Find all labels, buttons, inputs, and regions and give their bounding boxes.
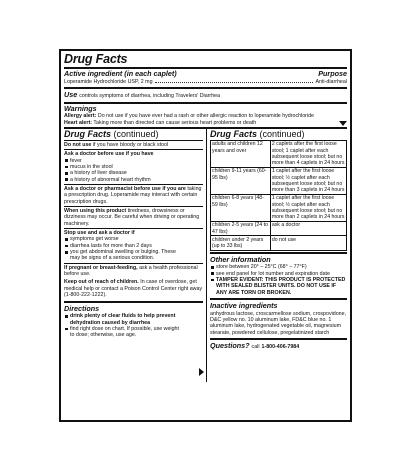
- ask-pharmacist-section: Ask a doctor or pharmacist before use if you are taking a prescription drug. Loperamide may interact with certain prescription drugs.: [64, 186, 202, 205]
- continue-arrow-icon: [339, 121, 347, 126]
- table-cell: children under 2 years (up to 33 lbs): [211, 236, 271, 250]
- continue-arrow-icon: [199, 368, 204, 376]
- divider: [210, 298, 347, 300]
- inactive-ingredients-section: [210, 301, 347, 337]
- purpose-heading: Purpose: [318, 69, 347, 78]
- list-item: see end panel for lot number and expiration date: [210, 271, 347, 277]
- table-row: [211, 221, 347, 235]
- table-row: [211, 194, 347, 221]
- table-row: [211, 167, 347, 194]
- questions-section: [210, 341, 347, 351]
- table-cell: do not use: [270, 236, 346, 250]
- divider: [210, 338, 347, 340]
- list-item: drink plenty of clear fluids to help prevent dehydration caused by diarrhea: [64, 313, 203, 326]
- left-column: [64, 129, 207, 382]
- directions-section: [64, 304, 203, 340]
- list-item: a history of liver disease: [64, 170, 203, 176]
- drug-facts-title: Drug Facts: [64, 52, 128, 66]
- inactive-ingredients-text: anhydrous lactose, croscarmellose sodium, crospovidone, D&C yellow no. 10 aluminum lake, FD&C blue no. 1 aluminum lake, hydrogenated vegetable oil, magnesium stearate, powdered cellulose, pregelatinized starch: [210, 310, 347, 336]
- heart-alert: [64, 120, 347, 126]
- warnings-heading: Warnings: [64, 103, 97, 113]
- pregnancy-warning: If pregnant or breast-feeding, ask a health professional before use.: [64, 264, 198, 278]
- keep-out-of-reach: Keep out of reach of children. In case of overdose, get medical help or contact a Poison Control Center right away (1-800-222-1222).: [64, 279, 203, 299]
- ingredient-name: Loperamide Hydrochloride USP, 2 mg: [64, 78, 153, 85]
- table-row: [211, 236, 347, 250]
- heart-text: Taking more than directed can cause serious heart problems or death: [93, 119, 257, 126]
- other-information-heading: Other information: [210, 254, 271, 264]
- table-cell: 1 caplet after the first loose stool; ½ caplet after each subsequent loose stool; but no more than 2 caplets in 24 hours: [271, 195, 345, 221]
- use-section: [64, 90, 347, 101]
- divider: [64, 102, 347, 104]
- divider: [64, 87, 347, 89]
- do-not-use: Do not use if you have bloody or black stool: [64, 141, 169, 148]
- ask-doctor-heading: Ask a doctor before use if you have: [64, 151, 154, 158]
- list-item: find right dose on chart. If possible, use weight: [64, 326, 203, 332]
- right-column: [207, 129, 347, 382]
- table-cell: children 6-8 years (48-59 lbs): [211, 194, 271, 221]
- table-cell: 2 caplets after the first loose stool; 1 caplet after each subsequent loose stool; but no more than 4 caplets in 24 hours: [271, 141, 345, 167]
- divider: [64, 301, 203, 303]
- continued-title-left: Drug Facts (continued): [64, 128, 159, 139]
- table-cell: children 2-5 years (24 to 47 lbs): [211, 221, 271, 235]
- use-heading: Use: [64, 89, 78, 99]
- when-using-section: When using this product tiredness, drowsiness or dizziness may occur. Be careful when driving or operating machinery.: [64, 208, 200, 227]
- stop-use-heading: Stop use and ask a doctor if: [64, 230, 135, 237]
- table-cell: 1 caplet after the first loose stool; ½ caplet after each subsequent loose stool; but no more than 3 caplets in 24 hours: [271, 168, 345, 194]
- other-information-section: [210, 255, 347, 297]
- heart-label: Heart alert:: [64, 119, 92, 126]
- list-item-continued: may be signs of a serious condition.: [70, 255, 155, 262]
- phone-number: 1-800-406-7984: [261, 344, 300, 351]
- stop-use-section: [64, 229, 203, 263]
- list-item: fever: [64, 158, 203, 164]
- ask-doctor-section: [64, 150, 203, 184]
- list-item: TAMPER EVIDENT: THIS PRODUCT IS PROTECTED WITH SEALED BLISTER UNITS. DO NOT USE IF ANY ARE TORN OR BROKEN.: [210, 277, 347, 296]
- leader-dots: [155, 79, 314, 84]
- warnings-section: [64, 105, 347, 126]
- questions-heading: Questions?: [210, 341, 250, 351]
- divider: [210, 252, 347, 254]
- allergy-text: Do not use if you have ever had a rash or other allergic reaction to loperamide hydrochloride: [97, 113, 314, 120]
- call-label: call: [251, 344, 260, 351]
- ingredient-purpose: Anti-diarrheal: [315, 78, 347, 85]
- list-item: store between 20° – 25°C (68° – 77°F): [210, 264, 347, 270]
- list-item: diarrhea lasts for more than 2 days: [64, 243, 203, 249]
- list-item: you get abdominal swelling or bulging. These: [64, 249, 203, 255]
- list-item: a history of abnormal heart rhythm: [64, 177, 203, 183]
- inactive-ingredients-heading: Inactive ingredients: [210, 301, 278, 311]
- active-ingredient-header: [64, 70, 347, 79]
- drug-facts-panel: [59, 49, 352, 422]
- allergy-label: Allergy alert:: [64, 113, 97, 120]
- list-item: symptoms get worse: [64, 236, 203, 242]
- directions-heading: Directions: [64, 303, 100, 313]
- continued-columns: [64, 127, 347, 382]
- active-ingredient-heading: Active ingredient (in each caplet): [64, 69, 177, 78]
- active-ingredient-row: [64, 79, 347, 86]
- table-cell: ask a doctor: [270, 221, 346, 235]
- table-row: [211, 140, 347, 167]
- use-text: controls symptoms of diarrhea, including Travelers' Diarrhea: [79, 92, 221, 99]
- table-cell: adults and children 12 years and over: [211, 140, 271, 167]
- continued-title-right: Drug Facts (continued): [210, 128, 305, 139]
- dosage-table: [210, 140, 347, 251]
- list-item: mucus in the stool: [64, 164, 203, 170]
- list-item-continued: to dose; otherwise, use age.: [70, 332, 137, 339]
- table-cell: children 9-11 years (60-95 lbs): [211, 167, 271, 194]
